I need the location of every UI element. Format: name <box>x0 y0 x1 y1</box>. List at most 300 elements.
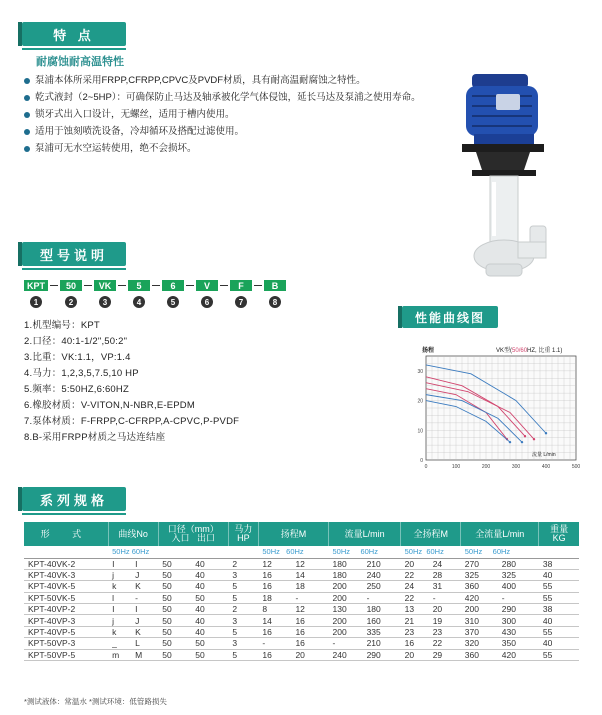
cell-value: 20 <box>295 649 305 660</box>
table-cell <box>461 638 539 649</box>
table-cell <box>24 592 108 603</box>
cell-value: 200 <box>464 604 479 615</box>
cell-value: m <box>112 649 120 660</box>
cell-value: 180 <box>332 570 347 581</box>
cell-value: 200 <box>332 592 347 603</box>
cell-value: - <box>295 592 299 603</box>
cell-value: 325 <box>464 570 479 581</box>
table-row <box>24 592 579 603</box>
cell-value: I <box>135 604 138 615</box>
cell-value: _ <box>112 638 117 649</box>
cell-value: 370 <box>464 627 479 638</box>
footnote: *测试液体：常温水 *测试环境：低管路损失 <box>24 697 167 706</box>
cell-value: 38 <box>542 558 553 569</box>
table-cell <box>108 569 158 580</box>
header-caliber <box>158 522 228 546</box>
cell-value: 350 <box>501 638 516 649</box>
cell-value: K <box>135 627 141 638</box>
model-section-title: 型号说明 <box>22 242 126 266</box>
cell-value: 40 <box>542 615 553 626</box>
table-cell <box>228 649 258 660</box>
table-cell <box>258 558 328 569</box>
cell-value: 310 <box>464 615 479 626</box>
table-cell <box>258 569 328 580</box>
table-cell <box>108 626 158 637</box>
table-cell <box>461 615 539 626</box>
cell-value: 200 <box>332 627 347 638</box>
cell-value: 16 <box>404 638 415 649</box>
header-flow: 流量L/min <box>329 522 401 546</box>
model-code-strip <box>24 280 286 291</box>
subhead-blank <box>539 546 579 558</box>
cell-value: 50 <box>195 592 205 603</box>
table-cell <box>329 638 401 649</box>
subhead-total-flow-50: 50Hz <box>464 547 483 557</box>
cell-value: 21 <box>404 615 415 626</box>
cell-value: - <box>432 592 436 603</box>
cell-value: KPT-40VK-2 <box>28 558 76 569</box>
table-cell <box>158 592 228 603</box>
table-cell <box>158 569 228 580</box>
table-cell <box>539 592 579 603</box>
model-explanation-item: 7.泵体材质：F-FRPP,C-CFRPP,A-CPVC,P-PVDF <box>24 416 240 427</box>
cell-value: 50 <box>162 570 172 581</box>
cell-value: 50 <box>162 592 172 603</box>
table-cell <box>24 626 108 637</box>
curve-section-title: 性能曲线图 <box>402 306 498 328</box>
table-cell <box>108 649 158 660</box>
subhead-head-60: 60Hz <box>286 547 304 557</box>
cell-value: 12 <box>295 604 305 615</box>
table-cell <box>258 638 328 649</box>
cell-value: KPT-50VP-3 <box>28 638 76 649</box>
header-hp-unit: HP <box>237 533 250 543</box>
features-divider <box>22 48 126 50</box>
feature-item <box>24 72 421 89</box>
table-cell <box>329 581 401 592</box>
chart-y-tick-label: 30 <box>417 368 423 375</box>
cell-value: 24 <box>432 558 443 569</box>
table-cell <box>108 638 158 649</box>
table-cell <box>401 558 461 569</box>
cell-value: 8 <box>262 604 268 615</box>
cell-value: 19 <box>432 615 443 626</box>
chart-title-part: 50/60 <box>512 348 528 354</box>
header-hp <box>228 522 258 546</box>
cell-value: 3 <box>232 615 238 626</box>
cell-value: 360 <box>464 649 479 660</box>
table-cell <box>158 604 228 615</box>
table-cell <box>539 604 579 615</box>
subhead-flow-hz <box>329 546 401 558</box>
cell-value: 29 <box>432 649 443 660</box>
cell-value: k <box>112 581 117 592</box>
cell-value: 50 <box>195 638 205 649</box>
cell-value: KPT-40VP-3 <box>28 615 76 626</box>
cell-value: 14 <box>262 615 272 626</box>
cell-value: 160 <box>366 615 381 626</box>
cell-value: - <box>366 592 370 603</box>
header-weight-unit: KG <box>552 533 566 543</box>
model-explanation-item: 5.频率：5:50HZ,6:60HZ <box>24 384 129 395</box>
code-separator <box>152 285 160 286</box>
cell-value: 210 <box>366 558 381 569</box>
table-row <box>24 581 579 592</box>
feature-text: 泵浦本体所采用FRPP,CFRPP,CPVC及PVDF材质，具有耐高温耐腐蚀之特性。 <box>35 75 366 86</box>
feature-text: 泵浦可无水空运转使用，绝不会损坏。 <box>35 143 197 154</box>
cell-value: 320 <box>464 638 479 649</box>
code-number-badge: 1 <box>30 296 42 308</box>
table-cell <box>258 604 328 615</box>
cell-value: 16 <box>295 638 305 649</box>
table-cell <box>108 592 158 603</box>
code-number-badge: 3 <box>99 296 111 308</box>
table-cell <box>228 638 258 649</box>
cell-value: 18 <box>295 581 305 592</box>
table-cell <box>401 638 461 649</box>
code-number-badge: 2 <box>65 296 77 308</box>
cell-value: 16 <box>295 615 305 626</box>
table-cell <box>24 581 108 592</box>
cell-value: 290 <box>501 604 516 615</box>
cell-value: I <box>112 604 115 615</box>
cell-value: 50 <box>162 581 172 592</box>
features-section-title: 特 点 <box>22 22 126 46</box>
table-cell <box>108 615 158 626</box>
bullet-icon <box>24 78 30 84</box>
subhead-head-50: 50Hz <box>262 547 280 557</box>
code-box: KPT <box>24 280 48 291</box>
cell-value: 16 <box>262 649 272 660</box>
model-explanation-list <box>24 318 239 446</box>
cell-value: 130 <box>332 604 347 615</box>
header-total-flow: 全流量L/min <box>461 522 539 546</box>
cell-value: 300 <box>501 615 516 626</box>
cell-value: 18 <box>262 592 272 603</box>
model-explanation-item: 4.马力：1,2,3,5,7.5,10 HP <box>24 368 139 379</box>
cell-value: 40 <box>195 558 205 569</box>
table-row <box>24 569 579 580</box>
cell-value: j <box>112 570 115 581</box>
table-cell <box>539 569 579 580</box>
model-code-numbers <box>24 296 278 310</box>
table-cell <box>258 592 328 603</box>
cell-value: 38 <box>542 604 553 615</box>
chart-y-tick-label: 0 <box>420 458 423 464</box>
cell-value: 16 <box>262 627 272 638</box>
table-cell <box>461 581 539 592</box>
chart-x-tick-label: 400 <box>541 464 551 470</box>
chart-y-tick-label: 20 <box>417 398 423 405</box>
code-box: 5 <box>128 280 150 291</box>
subhead-total-flow-hz <box>461 546 539 558</box>
table-cell <box>158 638 228 649</box>
code-separator <box>186 285 194 286</box>
code-separator <box>84 285 92 286</box>
cell-value: 50 <box>162 649 172 660</box>
table-cell <box>329 649 401 660</box>
code-box: F <box>230 280 252 291</box>
model-divider <box>22 268 126 270</box>
table-cell <box>228 569 258 580</box>
cell-value: 12 <box>295 558 305 569</box>
table-cell <box>24 604 108 615</box>
cell-value: 22 <box>432 638 443 649</box>
cell-value: 40 <box>195 604 205 615</box>
cell-value: 420 <box>464 592 479 603</box>
cell-value: 24 <box>404 581 415 592</box>
header-model: 形 式 <box>24 522 108 546</box>
cell-value: 400 <box>501 581 516 592</box>
spec-table-header <box>24 522 579 546</box>
subhead-flow-60: 60Hz <box>360 547 378 557</box>
cell-value: 180 <box>366 604 381 615</box>
model-explanation-item: 6.橡胶材质：V-VITON,N-NBR,E-EPDM <box>24 400 195 411</box>
table-cell <box>258 615 328 626</box>
table-cell <box>401 569 461 580</box>
cell-value: K <box>135 581 141 592</box>
pump-image <box>432 66 572 286</box>
table-cell <box>24 615 108 626</box>
table-row <box>24 558 579 569</box>
table-cell <box>461 592 539 603</box>
cell-value: 335 <box>366 627 381 638</box>
cell-value: 360 <box>464 581 479 592</box>
header-weight <box>539 522 579 546</box>
cell-value: 50 <box>162 627 172 638</box>
chart-x-tick-label: 0 <box>424 464 428 470</box>
cell-value: 55 <box>542 581 553 592</box>
feature-text: 乾式液封（2~5HP）：可确保防止马达及轴承被化学气体侵蚀，延长马达及泵浦之使用寿命。 <box>35 92 421 103</box>
chart-x-tick-label: 100 <box>451 464 461 470</box>
cell-value: - <box>135 592 139 603</box>
cell-value: 5 <box>232 627 238 638</box>
bullet-icon <box>24 95 30 101</box>
cell-value: 50 <box>162 615 172 626</box>
cell-value: 3 <box>232 638 238 649</box>
cell-value: 240 <box>332 649 347 660</box>
cell-value: 210 <box>366 638 381 649</box>
table-cell <box>329 626 401 637</box>
cell-value: 40 <box>542 570 553 581</box>
subhead-head-hz <box>258 546 328 558</box>
cell-value: 5 <box>232 581 238 592</box>
chart-y-label: 扬程 <box>422 348 435 354</box>
cell-value: KPT-40VP-2 <box>28 604 76 615</box>
chart-y-tick-label: 10 <box>417 428 423 435</box>
table-cell <box>258 581 328 592</box>
model-explanation-item: 1.机型编号：KPT <box>24 320 100 331</box>
cell-value: KPT-50VK-5 <box>28 592 76 603</box>
cell-value: 3 <box>232 570 238 581</box>
code-separator <box>220 285 228 286</box>
cell-value: 50 <box>162 604 172 615</box>
chart-x-tick-label: 200 <box>481 464 491 470</box>
table-row <box>24 638 579 649</box>
header-caliber-label: 口径（mm） <box>167 524 219 534</box>
table-cell <box>108 558 158 569</box>
model-explanation-item: 2.口径：40:1-1/2",50:2" <box>24 336 128 347</box>
table-cell <box>228 604 258 615</box>
spec-table <box>24 522 579 661</box>
chart-x-label: 流量 L/min <box>532 452 556 458</box>
subhead-flow-50: 50Hz <box>332 547 351 557</box>
chart-title <box>496 346 562 354</box>
table-cell <box>258 626 328 637</box>
cell-value: 40 <box>195 570 205 581</box>
cell-value: 180 <box>332 558 347 569</box>
table-cell <box>401 604 461 615</box>
cell-value: KPT-40VK-5 <box>28 581 76 592</box>
code-number-badge: 5 <box>167 296 179 308</box>
code-number-badge: 6 <box>201 296 213 308</box>
subhead-curve-50: 50Hz <box>112 547 130 557</box>
features-subtitle: 耐腐蚀耐高温特性 <box>36 56 124 68</box>
chart-series-point <box>524 435 526 437</box>
table-cell <box>461 558 539 569</box>
table-cell <box>539 649 579 660</box>
cell-value: j <box>112 615 115 626</box>
code-box: B <box>264 280 286 291</box>
cell-value: 270 <box>464 558 479 569</box>
table-cell <box>329 604 401 615</box>
table-cell <box>228 558 258 569</box>
cell-value: 20 <box>404 558 415 569</box>
cell-value: 23 <box>432 627 443 638</box>
table-cell <box>461 604 539 615</box>
cell-value: 40 <box>542 638 553 649</box>
chart-title-part: VK型( <box>496 348 513 354</box>
cell-value: 28 <box>432 570 443 581</box>
cell-value: I <box>135 558 138 569</box>
cell-value: 420 <box>501 649 516 660</box>
table-row <box>24 649 579 660</box>
table-cell <box>108 581 158 592</box>
cell-value: M <box>135 649 143 660</box>
code-separator <box>118 285 126 286</box>
table-cell <box>158 615 228 626</box>
chart-title-part: HZ, 比重 1.1) <box>527 348 563 354</box>
bullet-icon <box>24 112 30 118</box>
table-cell <box>539 615 579 626</box>
spec-divider <box>22 513 126 515</box>
cell-value: 23 <box>404 627 415 638</box>
cell-value: 240 <box>366 570 381 581</box>
cell-value: 430 <box>501 627 516 638</box>
cell-value: 200 <box>332 581 347 592</box>
cell-value: 12 <box>262 558 272 569</box>
cell-value: 200 <box>332 615 347 626</box>
subhead-curve-hz <box>108 546 158 558</box>
cell-value: KPT-40VP-5 <box>28 627 76 638</box>
subhead-curve-60: 60Hz <box>131 547 150 557</box>
code-box: V <box>196 280 218 291</box>
header-curve: 曲线No <box>108 522 158 546</box>
spec-subheader-row <box>24 546 579 558</box>
table-cell <box>401 615 461 626</box>
cell-value: 2 <box>232 604 238 615</box>
cell-value: KPT-40VK-3 <box>28 570 76 581</box>
table-cell <box>24 558 108 569</box>
table-cell <box>539 638 579 649</box>
cell-value: 2 <box>232 558 238 569</box>
table-cell <box>329 558 401 569</box>
header-hp-label: 马力 <box>234 524 253 534</box>
subhead-total-head-60: 60Hz <box>426 547 444 557</box>
table-cell <box>461 569 539 580</box>
table-row <box>24 604 579 615</box>
table-cell <box>461 649 539 660</box>
performance-chart <box>404 336 582 476</box>
table-cell <box>329 569 401 580</box>
cell-value: 16 <box>262 581 272 592</box>
cell-value: 5 <box>232 592 238 603</box>
cell-value: k <box>112 627 117 638</box>
table-cell <box>228 626 258 637</box>
cell-value: 40 <box>195 627 205 638</box>
feature-item <box>24 140 421 157</box>
table-row <box>24 626 579 637</box>
bullet-icon <box>24 146 30 152</box>
model-explanation-item: 3.比重：VK:1.1，VP:1.4 <box>24 352 131 363</box>
cell-value: 50 <box>162 558 172 569</box>
code-number-badge: 8 <box>269 296 281 308</box>
table-cell <box>158 581 228 592</box>
cell-value: 50 <box>195 649 205 660</box>
table-cell <box>158 649 228 660</box>
spec-section-title: 系列规格 <box>22 487 126 511</box>
model-explanation-item: 8.B-采用FRPP材质之马达连结座 <box>24 432 166 443</box>
cell-value: I <box>112 558 115 569</box>
table-row <box>24 615 579 626</box>
feature-text: 锁牙式出入口设计，无螺丝，适用于槽内使用。 <box>35 109 235 120</box>
cell-value: 40 <box>195 615 205 626</box>
chart-x-tick-label: 300 <box>511 464 521 470</box>
table-cell <box>258 649 328 660</box>
bullet-icon <box>24 129 30 135</box>
cell-value: J <box>135 615 140 626</box>
cell-value: 55 <box>542 627 553 638</box>
subhead-total-head-50: 50Hz <box>404 547 423 557</box>
cell-value: 22 <box>404 570 415 581</box>
table-cell <box>158 626 228 637</box>
code-number-badge: 4 <box>133 296 145 308</box>
cell-value: 16 <box>262 570 272 581</box>
code-number-badge: 7 <box>235 296 247 308</box>
cell-value: l <box>112 592 115 603</box>
table-cell <box>539 558 579 569</box>
code-separator <box>50 285 58 286</box>
table-cell <box>158 558 228 569</box>
header-inlet: 入口 <box>171 533 190 543</box>
table-cell <box>24 638 108 649</box>
header-total-head: 全扬程M <box>401 522 461 546</box>
table-cell <box>461 626 539 637</box>
feature-item <box>24 89 421 106</box>
table-cell <box>401 626 461 637</box>
code-box: 6 <box>162 280 184 291</box>
cell-value: 290 <box>366 649 381 660</box>
table-cell <box>329 615 401 626</box>
cell-value: 40 <box>195 581 205 592</box>
cell-value: - <box>501 592 505 603</box>
header-head: 扬程M <box>258 522 328 546</box>
feature-text: 适用于蚀刻喷洗设备，冷却循环及搭配过滤使用。 <box>35 126 245 137</box>
code-box: 50 <box>60 280 82 291</box>
code-box: VK <box>94 280 116 291</box>
table-cell <box>401 592 461 603</box>
chart-x-tick-label: 500 <box>571 464 581 470</box>
